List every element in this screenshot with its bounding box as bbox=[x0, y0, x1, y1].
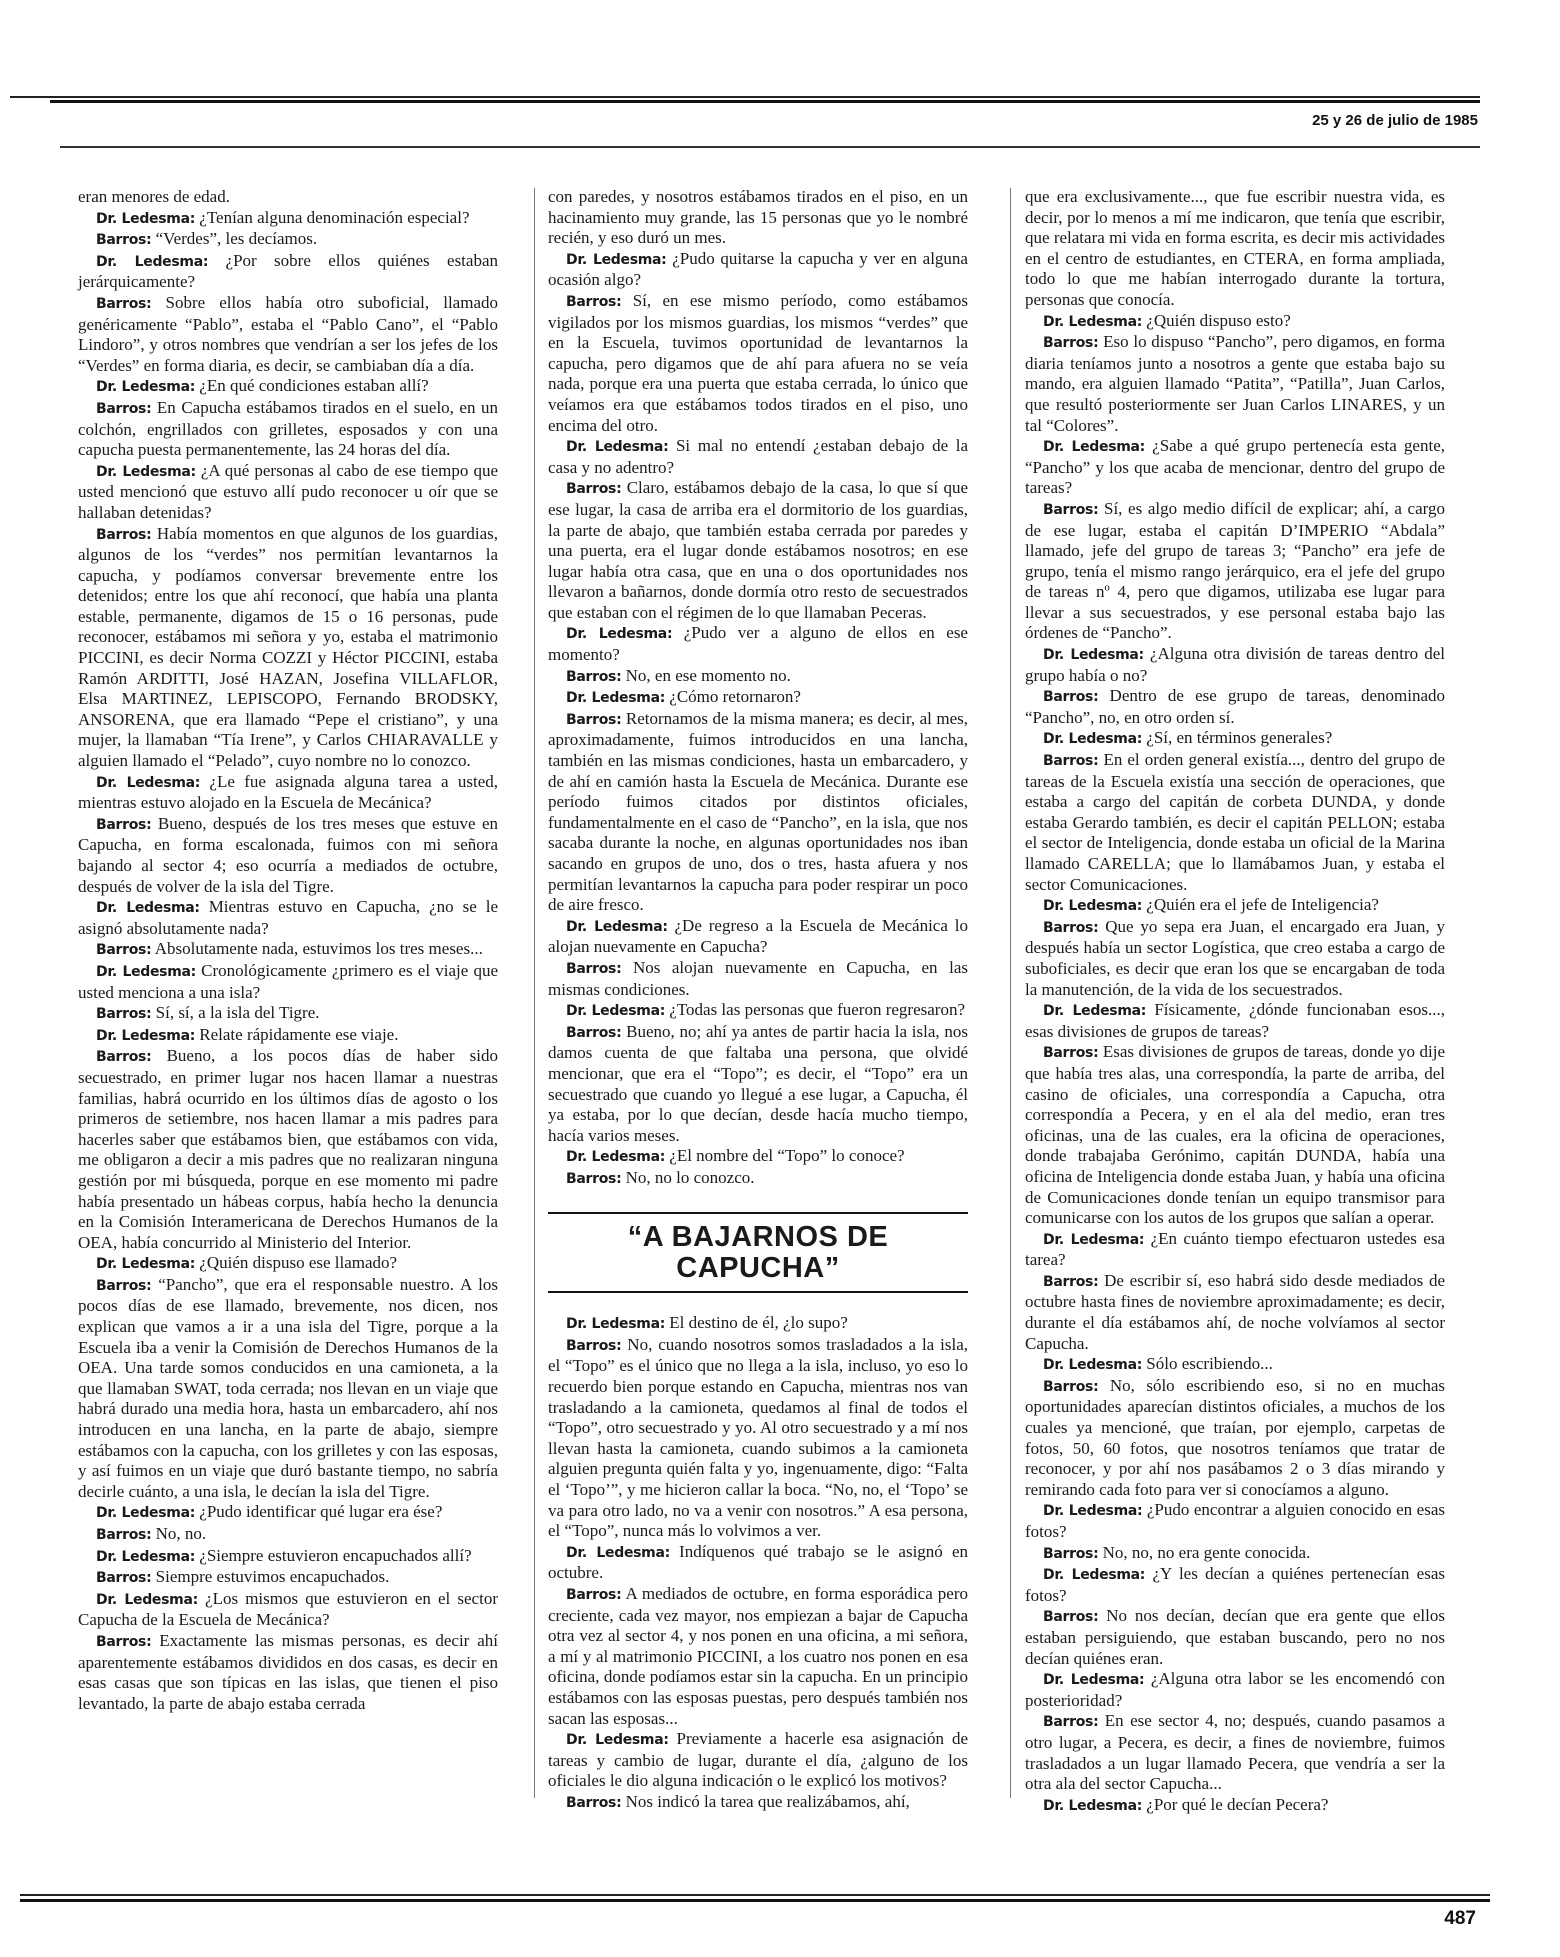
speaker-label: Barros: bbox=[566, 481, 622, 498]
testimony-paragraph bbox=[78, 1046, 498, 1253]
testimony-paragraph bbox=[548, 958, 968, 1000]
paragraph-text: ¿Pudo ver a alguno de ellos en ese momento? bbox=[548, 623, 968, 665]
paragraph-text: El destino de él, ¿lo supo? bbox=[665, 1313, 848, 1333]
testimony-paragraph bbox=[78, 461, 498, 524]
paragraph-text: ¿Quién dispuso esto? bbox=[1142, 310, 1291, 330]
text-column-1 bbox=[78, 187, 498, 1714]
testimony-paragraph bbox=[78, 1567, 498, 1589]
paragraph-text: Dentro de ese grupo de tareas, denominado “Pancho”, no, en otro orden sí. bbox=[1025, 686, 1445, 727]
speaker-label: Barros: bbox=[96, 1006, 152, 1023]
testimony-paragraph bbox=[78, 1631, 498, 1714]
paragraph-text: Bueno, a los pocos días de haber sido secuestrado, en primer lugar nos hacen llamar a nuestras familias, habrá ocurrido en los últimos días de agosto o los primeros de setiembre, nos hacen llamar a mis padres para hacerles saber que estábamos bien, que estábamos con vida, me obligaron a decir a mis padres que no realizaran ninguna gestión por mi búsqueda, porque en ese momento mi padre había presentado un hábeas corpus, había hecho la denuncia en la Comisión Interamericana de Derechos Humanos de la OEA, había concurrido al Ministerio del Interior. bbox=[78, 1046, 498, 1252]
testimony-paragraph bbox=[548, 709, 968, 916]
paragraph-text: Exactamente las mismas personas, es decir ahí aparentemente estábamos divididos en dos casas, es decir en esas casas que son típicas en las islas, que tienen el piso levantado, la parte de abajo estaba cerrada bbox=[78, 1630, 498, 1713]
testimony-paragraph bbox=[78, 939, 498, 961]
testimony-paragraph bbox=[1025, 1500, 1445, 1542]
speaker-label: Barros: bbox=[96, 400, 152, 417]
paragraph-text: ¿Quién era el jefe de Inteligencia? bbox=[1142, 895, 1379, 915]
testimony-paragraph bbox=[548, 478, 968, 623]
speaker-label: Dr. Ledesma: bbox=[96, 963, 196, 980]
speaker-label: Dr. Ledesma: bbox=[96, 1256, 196, 1273]
paragraph-text: No, no lo conozco. bbox=[621, 1167, 755, 1187]
paragraph-text: Esas divisiones de grupos de tareas, donde yo dije que había tres alas, una correspondía, la parte de arriba, del casino de oficiales, una correspondía a Capucha, otra correspondía a Pecera, y en el ala del medio, eran tres oficinas, una de las cuales, era la oficina de operaciones, donde trabajaba Gerónimo, capitán DUNDA, había una oficina de Inteligencia donde estaba Juan, y había una oficina de Comunicaciones donde tenían un equipo transmisor para comunicarse con los autos de los grupos que salían a operar. bbox=[1025, 1042, 1445, 1228]
testimony-paragraph bbox=[78, 1502, 498, 1524]
paragraph-text: Absolutamente nada, estuvimos los tres meses... bbox=[151, 939, 483, 959]
speaker-label: Dr. Ledesma: bbox=[96, 463, 196, 480]
testimony-paragraph bbox=[1025, 895, 1445, 917]
top-rule-thick bbox=[50, 100, 1480, 103]
testimony-paragraph bbox=[1025, 686, 1445, 728]
testimony-paragraph bbox=[78, 897, 498, 939]
speaker-label: Barros: bbox=[566, 1170, 622, 1187]
speaker-label: Barros: bbox=[1043, 501, 1099, 518]
speaker-label: Barros: bbox=[96, 1277, 152, 1294]
paragraph-text: Eso lo dispuso “Pancho”, pero digamos, en forma diaria teníamos junto a nosotros a gente que estaba bajo su mando, era alguien llamado “Patita”, “Patilla”, Juan Carlos, que resultó posteriormente ser Juan Carlos LINARES, y un tal “Colores”. bbox=[1025, 332, 1445, 435]
paragraph-text: eran menores de edad. bbox=[78, 187, 230, 206]
testimony-paragraph bbox=[548, 1729, 968, 1792]
paragraph-text: Nos alojan nuevamente en Capucha, en las mismas condiciones. bbox=[548, 957, 968, 999]
testimony-paragraph bbox=[548, 1000, 968, 1022]
speaker-label: Dr. Ledesma: bbox=[1043, 1797, 1143, 1814]
testimony-paragraph bbox=[548, 291, 968, 436]
speaker-label: Dr. Ledesma: bbox=[1043, 1503, 1143, 1520]
testimony-paragraph bbox=[1025, 1564, 1445, 1606]
speaker-label: Dr. Ledesma: bbox=[96, 774, 201, 791]
speaker-label: Barros: bbox=[96, 1527, 152, 1543]
testimony-paragraph bbox=[78, 1003, 498, 1025]
paragraph-text: Sí, es algo medio difícil de explicar; ahí, a cargo de ese lugar, estaba el capitán D’IMPERIO “Abdala” llamado, jefe del grupo de tareas 3; “Pancho” era jefe de grupo, tenía el mismo rango jerárquico, era el jefe del grupo de tareas nº 4, pero que digamos, utilizaba ese lugar para llevar a sus secuestrados, y ese personal estaba bajo las órdenes de “Pancho”. bbox=[1025, 498, 1445, 643]
paragraph-text: ¿Cómo retornaron? bbox=[665, 687, 801, 707]
paragraph-text: No, no. bbox=[151, 1524, 207, 1543]
speaker-label: Barros: bbox=[566, 960, 622, 977]
speaker-label: Barros: bbox=[566, 1024, 622, 1041]
testimony-paragraph bbox=[78, 1589, 498, 1631]
testimony-paragraph bbox=[1025, 1543, 1445, 1565]
testimony-paragraph bbox=[548, 623, 968, 665]
paragraph-text: No, en ese momento no. bbox=[621, 665, 791, 685]
testimony-paragraph bbox=[78, 208, 498, 230]
testimony-paragraph bbox=[1025, 1711, 1445, 1794]
testimony-paragraph bbox=[548, 1168, 968, 1190]
speaker-label: Barros: bbox=[96, 1049, 152, 1066]
paragraph-text: ¿Todas las personas que fueron regresaron? bbox=[665, 1000, 965, 1020]
speaker-label: Barros: bbox=[1043, 1714, 1099, 1731]
paragraph-text: Previamente a hacerle esa asignación de tareas y cambio de lugar, durante el día, ¿alguno de los oficiales le dio alguna indicación o le explicó los motivos? bbox=[548, 1729, 968, 1791]
testimony-paragraph bbox=[1025, 1000, 1445, 1042]
testimony-paragraph bbox=[1025, 1376, 1445, 1501]
testimony-paragraph bbox=[1025, 499, 1445, 644]
paragraph-text: ¿A qué personas al cabo de ese tiempo que usted mencionó que estuvo allí pudo reconocer u oír que se hallaban detenidas? bbox=[78, 460, 498, 522]
testimony-paragraph bbox=[548, 1542, 968, 1584]
speaker-label: Dr. Ledesma: bbox=[96, 253, 209, 270]
text-column-3 bbox=[1025, 187, 1445, 1816]
testimony-paragraph bbox=[1025, 1042, 1445, 1228]
testimony-paragraph bbox=[78, 376, 498, 398]
speaker-label: Barros: bbox=[96, 942, 152, 959]
paragraph-text: Si mal no entendí ¿estaban debajo de la casa y no adentro? bbox=[548, 436, 968, 477]
speaker-label: Barros: bbox=[96, 232, 152, 249]
speaker-label: Dr. Ledesma: bbox=[566, 690, 666, 707]
testimony-paragraph bbox=[548, 1022, 968, 1147]
testimony-paragraph bbox=[548, 1792, 968, 1814]
testimony-paragraph bbox=[78, 1524, 498, 1546]
testimony-paragraph bbox=[78, 524, 498, 772]
speaker-label: Dr. Ledesma: bbox=[1043, 1003, 1147, 1020]
paragraph-text: No nos decían, decían que era gente que ellos estaban persiguiendo, que estaban buscando, pero no nos decían quiénes eran. bbox=[1025, 1606, 1445, 1668]
top-rule-thin bbox=[10, 96, 1480, 98]
speaker-label: Barros: bbox=[566, 711, 622, 728]
speaker-label: Dr. Ledesma: bbox=[1043, 1357, 1143, 1374]
paragraph-text: Sí, sí, a la isla del Tigre. bbox=[151, 1003, 320, 1023]
testimony-paragraph bbox=[1025, 436, 1445, 499]
speaker-label: Barros: bbox=[566, 1337, 622, 1354]
testimony-paragraph bbox=[548, 687, 968, 709]
speaker-label: Dr. Ledesma: bbox=[1043, 647, 1144, 664]
text-column-2 bbox=[548, 187, 968, 1814]
paragraph-text: Bueno, no; ahí ya antes de partir hacia la isla, nos damos cuenta de que faltaba una persona, que olvidé mencionar, que era el “Topo”; es decir, el “Topo” era un secuestrado que cuando yo llegué a ese lugar, a Capucha, él ya estaba, por lo que decían, desde hacía mucho tiempo, hacía varios meses. bbox=[548, 1021, 968, 1145]
speaker-label: Dr. Ledesma: bbox=[96, 900, 200, 917]
speaker-label: Barros: bbox=[1043, 689, 1099, 706]
speaker-label: Dr. Ledesma: bbox=[96, 379, 196, 396]
speaker-label: Dr. Ledesma: bbox=[1043, 1672, 1145, 1689]
paragraph-text: Sobre ellos había otro suboficial, llamado genéricamente “Pablo”, estaba el “Pablo Cano”, el “Pablo Lindoro”, y otros nombres que vendrían a ser los jefes de los “Verdes” en forma diaria, es decir, se cambiaban día a día. bbox=[78, 292, 498, 375]
paragraph-text: ¿De regreso a la Escuela de Mecánica lo alojan nuevamente en Capucha? bbox=[548, 915, 968, 957]
paragraph-text: En el orden general existía..., dentro del grupo de tareas de la Escuela existía una sección de operaciones, que estaba a cargo del capitán de corbeta DUNDA, y donde estaba Gerardo también, es decir el capitán PELLON; estaba el sector de Inteligencia, donde estaba un oficial de la Marina llamado CARELLA; que lo llamábamos Juan, y estaba el sector Comunicaciones. bbox=[1025, 750, 1445, 894]
speaker-label: Barros: bbox=[1043, 753, 1099, 770]
paragraph-text: Relate rápidamente ese viaje. bbox=[195, 1024, 399, 1044]
paragraph-text: “Pancho”, que era el responsable nuestro. A los pocos días de ese llamado, brevemente, nos dicen, nos explican que vamos a ir a una isla del Tigre, porque a la Escuela iba a venir la Comisión de Derechos Humanos de la OEA. Una tarde somos conducidos en una camioneta, a la que llamaban SWAT, toda cerrada; nos llevan en un viaje que habrá durado una media hora, hasta un embarcadero, ahí nos introducen en una lancha, en la parte de abajo, siempre estábamos con la capucha, con los grilletes y con las esposas, y así fuimos en un viaje que duró bastante tiempo, no sabría decirle cuánto, a una isla, le decían la isla del Tigre. bbox=[78, 1274, 498, 1501]
speaker-label: Barros: bbox=[566, 1794, 622, 1811]
bottom-rule-thin bbox=[20, 1894, 1490, 1896]
testimony-paragraph bbox=[1025, 1229, 1445, 1271]
speaker-label: Barros: bbox=[1043, 1273, 1099, 1290]
speaker-label: Barros: bbox=[96, 526, 152, 543]
paragraph-text: ¿Pudo encontrar a alguien conocido en esas fotos? bbox=[1025, 1500, 1445, 1541]
paragraph-text: Retornamos de la misma manera; es decir, al mes, aproximadamente, fuimos introducidos en una lancha, también en las mismas condiciones, hasta un embarcadero, y de ahí en camión hasta la Escuela de Mecánica. Durante ese período fuimos citados por distintos oficiales, fundamentalmente en el caso de “Pancho”, en la isla, que nos sacaba durante la noche, en algunas oportunidades nos iban sacando en grupos de uno, dos o tres, hasta afuera y nos permitían levantarnos la capucha para poder respirar un poco de aire fresco. bbox=[548, 708, 968, 915]
paragraph-text: Que yo sepa era Juan, el encargado era Juan, y después había un sector Logística, que creo estaba a cargo de suboficiales, es decir que eran los que se encargaban de toda la manutención, de la vida de los secuestrados. bbox=[1025, 916, 1445, 999]
testimony-paragraph bbox=[548, 1335, 968, 1542]
speaker-label: Dr. Ledesma: bbox=[1043, 439, 1145, 456]
paragraph-text: ¿Sí, en términos generales? bbox=[1142, 728, 1333, 748]
testimony-paragraph bbox=[78, 1025, 498, 1047]
testimony-paragraph bbox=[78, 1275, 498, 1503]
paragraph-text: ¿Los mismos que estuvieron en el sector Capucha de la Escuela de Mecánica? bbox=[78, 1588, 498, 1630]
speaker-label: Barros: bbox=[1043, 1609, 1099, 1626]
testimony-paragraph bbox=[78, 293, 498, 376]
speaker-label: Dr. Ledesma: bbox=[566, 251, 667, 268]
testimony-paragraph bbox=[78, 772, 498, 814]
speaker-label: Dr. Ledesma: bbox=[566, 626, 673, 643]
speaker-label: Dr. Ledesma: bbox=[566, 1316, 666, 1333]
paragraph-text: Cronológicamente ¿primero es el viaje que usted menciona a una isla? bbox=[78, 960, 498, 1002]
paragraph-text: En ese sector 4, no; después, cuando pasamos a otro lugar, a Pecera, es decir, a fines de noviembre, fuimos trasladados a un lugar llamado Pecera, que vendría a ser la otra ala del sector Capucha... bbox=[1025, 1711, 1445, 1794]
testimony-paragraph bbox=[78, 229, 498, 251]
speaker-label: Dr. Ledesma: bbox=[1043, 1231, 1145, 1248]
speaker-label: Barros: bbox=[1043, 1545, 1099, 1562]
paragraph-text: Bueno, después de los tres meses que estuve en Capucha, en forma escalonada, fuimos con mi señora bajando al sector 4; eso ocurría a mediados de octubre, después de volver de la isla del Tigre. bbox=[78, 813, 498, 896]
column-divider-1 bbox=[534, 188, 535, 1798]
paragraph-text: No, cuando nosotros somos trasladados a la isla, el “Topo” es el único que no llega a la isla, incluso, yo eso lo recuerdo bien porque estando en Capucha, mientras nos van trasladando a la camioneta, quedamos al final de todos el “Topo”, otro secuestrado y yo. Al otro secuestrado y a mí nos llevan hasta la camioneta, cuando subimos a la camioneta alguien pregunta quién falta y yo, ingenuamente, digo: “Falta el ‘Topo’”, y me hicieron callar la boca. “No, no, el ‘Topo’ se va para otro lado, no va a venir con nosotros.” A esa persona, el “Topo”, nunca más lo volvimos a ver. bbox=[548, 1334, 968, 1541]
testimony-paragraph bbox=[78, 814, 498, 897]
testimony-paragraph bbox=[1025, 1669, 1445, 1711]
speaker-label: Barros: bbox=[96, 816, 152, 833]
paragraph-text: A mediados de octubre, en forma esporádica pero creciente, cada vez mayor, nos empiezan a bajar de Capucha otra vez al sector 4, y nos ponen en una oficina, a mi señora, a mí y al matrimonio PICCINI, a los cuatro nos ponen en esa oficina, donde podíamos estar sin la capucha. En un principio estábamos con las esposas puestas, pero después también nos sacan las esposas... bbox=[548, 1584, 968, 1728]
speaker-label: Dr. Ledesma: bbox=[1043, 313, 1143, 330]
speaker-label: Barros: bbox=[1043, 919, 1099, 936]
speaker-label: Dr. Ledesma: bbox=[96, 210, 196, 227]
testimony-paragraph bbox=[1025, 1606, 1445, 1669]
speaker-label: Dr. Ledesma: bbox=[566, 439, 669, 456]
paragraph-text: ¿En cuánto tiempo efectuaron ustedes esa tarea? bbox=[1025, 1228, 1445, 1270]
paragraph-text: ¿Siempre estuvieron encapuchados allí? bbox=[195, 1545, 472, 1565]
testimony-paragraph bbox=[78, 961, 498, 1003]
paragraph-text: ¿En qué condiciones estaban allí? bbox=[195, 376, 429, 396]
speaker-label: Dr. Ledesma: bbox=[96, 1591, 198, 1608]
speaker-label: Dr. Ledesma: bbox=[566, 1149, 666, 1166]
paragraph-text: En Capucha estábamos tirados en el suelo, en un colchón, engrillados con grilletes, esposados y con una capucha puesta permanentemente, las 24 horas del día. bbox=[78, 397, 498, 460]
paragraph-text: ¿Y les decían a quiénes pertenecían esas fotos? bbox=[1025, 1564, 1445, 1605]
bottom-rule-thick bbox=[20, 1899, 1490, 1902]
speaker-label: Barros: bbox=[1043, 335, 1099, 352]
testimony-paragraph bbox=[1025, 1795, 1445, 1817]
testimony-paragraph bbox=[548, 436, 968, 478]
paragraph-text: ¿Tenían alguna denominación especial? bbox=[195, 207, 470, 227]
paragraph-text: No, sólo escribiendo eso, si no en muchas oportunidades aparecían distintos oficiales, a muchos de los cuales ya mencioné, que traían, por ejemplo, carpetas de fotos, 50, 60 fotos, que nosotros teníamos que tratar de reconocer, y por ahí nos pasábamos 2 o 3 días mirando y remirando cada foto para ver si conocíamos a alguno. bbox=[1025, 1375, 1445, 1499]
paragraph-text: Nos indicó la tarea que realizábamos, ahí, bbox=[621, 1791, 910, 1811]
speaker-label: Dr. Ledesma: bbox=[566, 918, 668, 935]
testimony-paragraph bbox=[548, 916, 968, 958]
speaker-label: Dr. Ledesma: bbox=[1043, 898, 1143, 915]
paragraph-text: ¿Le fue asignada alguna tarea a usted, mientras estuvo alojado en la Escuela de Mecánica? bbox=[78, 771, 498, 813]
speaker-label: Barros: bbox=[566, 668, 622, 685]
testimony-paragraph bbox=[548, 1146, 968, 1168]
testimony-paragraph bbox=[548, 187, 968, 249]
speaker-label: Barros: bbox=[1043, 1045, 1099, 1062]
testimony-paragraph bbox=[78, 187, 498, 208]
paragraph-text: Claro, estábamos debajo de la casa, lo que sí que ese lugar, la casa de arriba era el dormitorio de los guardias, la parte de abajo, que también estaba cerrada por paredes y una puerta, era el lugar donde estábamos nosotros; en ese lugar había otra casa, que en una o dos oportunidades nos llevaron a bañarnos, donde dormía otro resto de secuestrados que estaban con el régimen de lo que llamaban Peceras. bbox=[548, 478, 968, 622]
paragraph-text: ¿Alguna otra división de tareas dentro del grupo había o no? bbox=[1025, 644, 1445, 685]
speaker-label: Dr. Ledesma: bbox=[566, 1544, 670, 1561]
paragraph-text: Indíquenos qué trabajo se le asignó en octubre. bbox=[548, 1541, 968, 1583]
paragraph-text: Sí, en ese mismo período, como estábamos vigilados por los mismos guardias, los mismos “verdes” que en la Escuela, tuvimos oportunidad de levantarnos la capucha, pero digamos que de ahí para afuera no se veía nada, porque era una puerta que estaba cerrada, lo único que veíamos era que estábamos todos tirados en el piso, uno encima del otro. bbox=[548, 290, 968, 435]
section-heading: “A BAJARNOS DE CAPUCHA” bbox=[548, 1212, 968, 1294]
speaker-label: Dr. Ledesma: bbox=[1043, 1567, 1146, 1584]
page-date: 25 y 26 de julio de 1985 bbox=[1312, 112, 1478, 129]
paragraph-text: No, no, no era gente conocida. bbox=[1098, 1542, 1311, 1562]
paragraph-text: que era exclusivamente..., que fue escribir nuestra vida, es decir, por lo menos a mí me indicaron, que tenía que escribir, que relatara mi vida en forma escrita, es decir mis actividades en el centro de estudiantes, en CTERA, en forma ampliada, todo lo que me habían interrogado durante la tortura, personas que conocía. bbox=[1025, 187, 1445, 309]
speaker-label: Dr. Ledesma: bbox=[566, 1732, 669, 1749]
testimony-paragraph bbox=[78, 398, 498, 461]
testimony-paragraph bbox=[78, 1253, 498, 1275]
paragraph-text: Había momentos en que algunos de los guardias, algunos de los “verdes” nos permitían levantarnos la capucha, y podíamos conversar brevemente entre los detenidos; entre los que ahí reconocí, que había una planta estable, permanente, digamos de 15 o 16 personas, pude reconocer, estábamos mi señora y yo, estaba el matrimonio PICCINI, es decir Norma COZZI y Héctor PICCINI, estaba Ramón ARDITTI, José HAZAN, Josefina VILLAFLOR, Elsa MARTINEZ, LEPISCOPO, Fernando BRODSKY, ANSORENA, que era llamado “Pepe el cristiano”, y una mujer, la llamaban “Tía Irene”, y Carlos CHIARAVALLE y alguien llamado el “Pelado”, cuyo nombre no lo conozco. bbox=[78, 523, 498, 771]
header-rule bbox=[60, 146, 1480, 148]
speaker-label: Dr. Ledesma: bbox=[96, 1548, 196, 1565]
testimony-paragraph bbox=[1025, 750, 1445, 895]
paragraph-text: ¿Por qué le decían Pecera? bbox=[1142, 1794, 1329, 1814]
speaker-label: Barros: bbox=[566, 1587, 622, 1603]
testimony-paragraph bbox=[1025, 644, 1445, 686]
speaker-label: Barros: bbox=[566, 293, 622, 310]
page-number: 487 bbox=[1444, 1908, 1476, 1929]
paragraph-text: De escribir sí, eso habrá sido desde mediados de octubre hasta fines de noviembre aproximadamente; es decir, durante el día estábamos ahí, de noche volvíamos al sector Capucha. bbox=[1025, 1270, 1445, 1353]
testimony-paragraph bbox=[548, 249, 968, 291]
testimony-paragraph bbox=[1025, 311, 1445, 333]
speaker-label: Barros: bbox=[96, 1633, 152, 1650]
speaker-label: Dr. Ledesma: bbox=[566, 1003, 666, 1020]
paragraph-text: ¿Pudo quitarse la capucha y ver en alguna ocasión algo? bbox=[548, 248, 968, 290]
speaker-label: Barros: bbox=[1043, 1378, 1099, 1395]
paragraph-text: ¿Pudo identificar qué lugar era ése? bbox=[195, 1502, 443, 1522]
testimony-paragraph bbox=[548, 1313, 968, 1335]
testimony-paragraph bbox=[78, 1546, 498, 1568]
paragraph-text: “Verdes”, les decíamos. bbox=[151, 229, 318, 249]
testimony-paragraph bbox=[78, 251, 498, 293]
paragraph-text: ¿Por sobre ellos quiénes estaban jerárquicamente? bbox=[78, 250, 499, 292]
testimony-paragraph bbox=[1025, 1354, 1445, 1376]
paragraph-text: Físicamente, ¿dónde funcionaban esos..., esas divisiones de grupos de tareas? bbox=[1025, 1000, 1445, 1041]
paragraph-text: Mientras estuvo en Capucha, ¿no se le asignó absolutamente nada? bbox=[78, 897, 498, 938]
testimony-paragraph bbox=[548, 666, 968, 688]
testimony-paragraph bbox=[1025, 728, 1445, 750]
paragraph-text: Sólo escribiendo... bbox=[1142, 1354, 1273, 1374]
paragraph-text: Siempre estuvimos encapuchados. bbox=[151, 1567, 390, 1587]
paragraph-text: ¿Alguna otra labor se les encomendó con posterioridad? bbox=[1025, 1669, 1445, 1710]
paragraph-text: ¿Sabe a qué grupo pertenecía esta gente, “Pancho” y los que acaba de mencionar, dentro del grupo de tareas? bbox=[1025, 436, 1445, 498]
speaker-label: Barros: bbox=[96, 1570, 152, 1587]
testimony-paragraph bbox=[1025, 917, 1445, 1000]
speaker-label: Dr. Ledesma: bbox=[96, 1505, 196, 1522]
testimony-paragraph bbox=[1025, 332, 1445, 436]
column-divider-2 bbox=[1010, 188, 1011, 1798]
paragraph-text: ¿El nombre del “Topo” lo conoce? bbox=[665, 1146, 905, 1166]
testimony-paragraph bbox=[548, 1584, 968, 1729]
testimony-paragraph bbox=[1025, 187, 1445, 311]
paragraph-text: ¿Quién dispuso ese llamado? bbox=[195, 1253, 398, 1273]
speaker-label: Dr. Ledesma: bbox=[1043, 731, 1143, 748]
speaker-label: Barros: bbox=[96, 295, 152, 312]
paragraph-text: con paredes, y nosotros estábamos tirados en el piso, en un hacinamiento muy grande, las 15 personas que yo le nombré recién, y eso duró un mes. bbox=[548, 187, 968, 248]
speaker-label: Dr. Ledesma: bbox=[96, 1027, 196, 1044]
testimony-paragraph bbox=[1025, 1271, 1445, 1354]
